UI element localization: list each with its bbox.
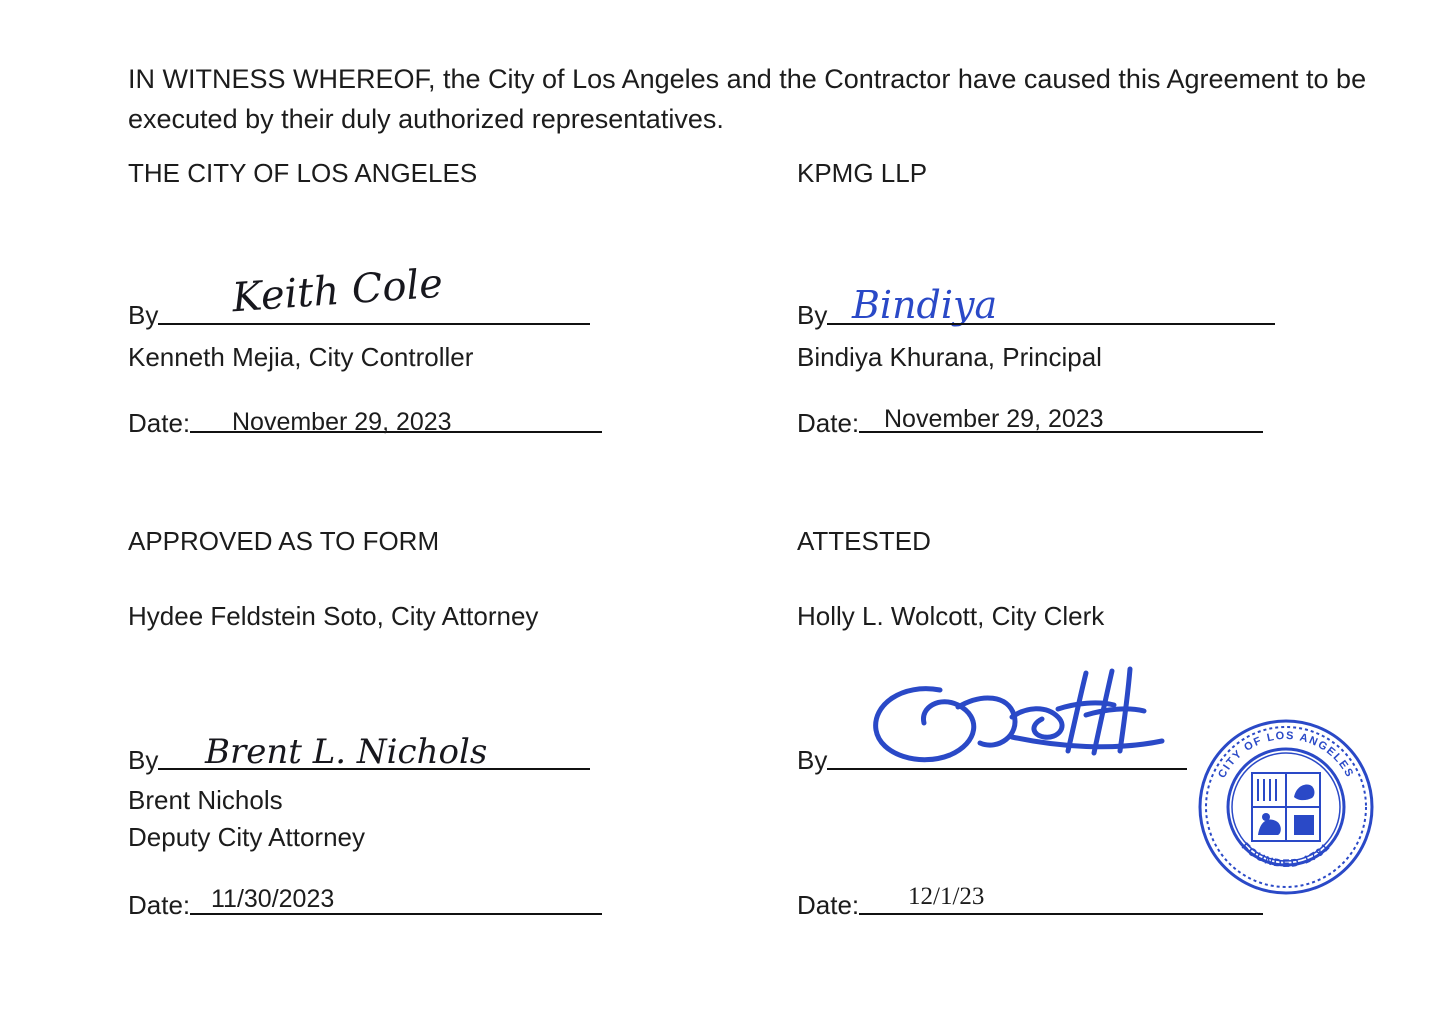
by-label: By <box>797 745 828 775</box>
city-clerk-signature-line[interactable] <box>797 745 1187 776</box>
city-clerk-name: Holly L. Wolcott, City Clerk <box>797 601 1105 631</box>
date-label: Date: <box>128 408 191 438</box>
city-clerk-date-line[interactable] <box>797 890 1263 921</box>
signature-rule <box>827 767 1187 770</box>
by-label: By <box>797 300 828 330</box>
deputy-attorney-title: Deputy City Attorney <box>128 822 365 852</box>
city-clerk-date-value: 12/1/23 <box>908 883 985 910</box>
principal-date-value: November 29, 2023 <box>884 405 1104 433</box>
deputy-attorney-name: Brent Nichols <box>128 785 283 815</box>
left-party-label: THE CITY OF LOS ANGELES <box>128 158 478 188</box>
signature-rule <box>827 322 1275 325</box>
date-label: Date: <box>797 890 860 920</box>
principal-name: Bindiya Khurana, Principal <box>797 342 1102 372</box>
controller-date-value: November 29, 2023 <box>232 408 452 436</box>
signature-rule <box>158 322 590 325</box>
approved-as-to-form-heading: APPROVED AS TO FORM <box>128 526 440 556</box>
by-label: By <box>128 745 159 775</box>
deputy-attorney-date-value: 11/30/2023 <box>211 885 335 913</box>
controller-name: Kenneth Mejia, City Controller <box>128 342 474 372</box>
svg-text:FOUNDED 1781 <box>1239 841 1333 871</box>
deputy-attorney-date-line[interactable] <box>128 890 602 921</box>
date-label: Date: <box>797 408 860 438</box>
city-of-los-angeles-seal <box>1196 717 1376 897</box>
attested-heading: ATTESTED <box>797 526 931 556</box>
principal-signature-line[interactable] <box>797 300 1275 331</box>
deputy-attorney-signature-mark: Brent L. Nichols <box>205 732 488 772</box>
seal-top-text: CITY OF LOS ANGELES <box>1216 729 1356 781</box>
controller-signature-mark: Keith Cole <box>230 260 445 322</box>
seal-bottom-text: FOUNDED 1781 <box>1238 840 1334 871</box>
deputy-attorney-signature-line[interactable] <box>128 745 590 776</box>
right-party-label: KPMG LLP <box>797 158 928 188</box>
by-label: By <box>128 300 159 330</box>
city-attorney-name: Hydee Feldstein Soto, City Attorney <box>128 601 539 631</box>
principal-signature-mark: Bindiya <box>852 283 998 327</box>
date-rule <box>859 912 1263 915</box>
witness-paragraph: IN WITNESS WHEREOF, the City of Los Angeles and the Contractor have caused this Agreement to be executed by their duly authorized representatives. <box>128 64 1367 134</box>
signature-rule <box>158 767 590 770</box>
controller-signature-line[interactable] <box>128 300 590 331</box>
date-label: Date: <box>128 890 191 920</box>
